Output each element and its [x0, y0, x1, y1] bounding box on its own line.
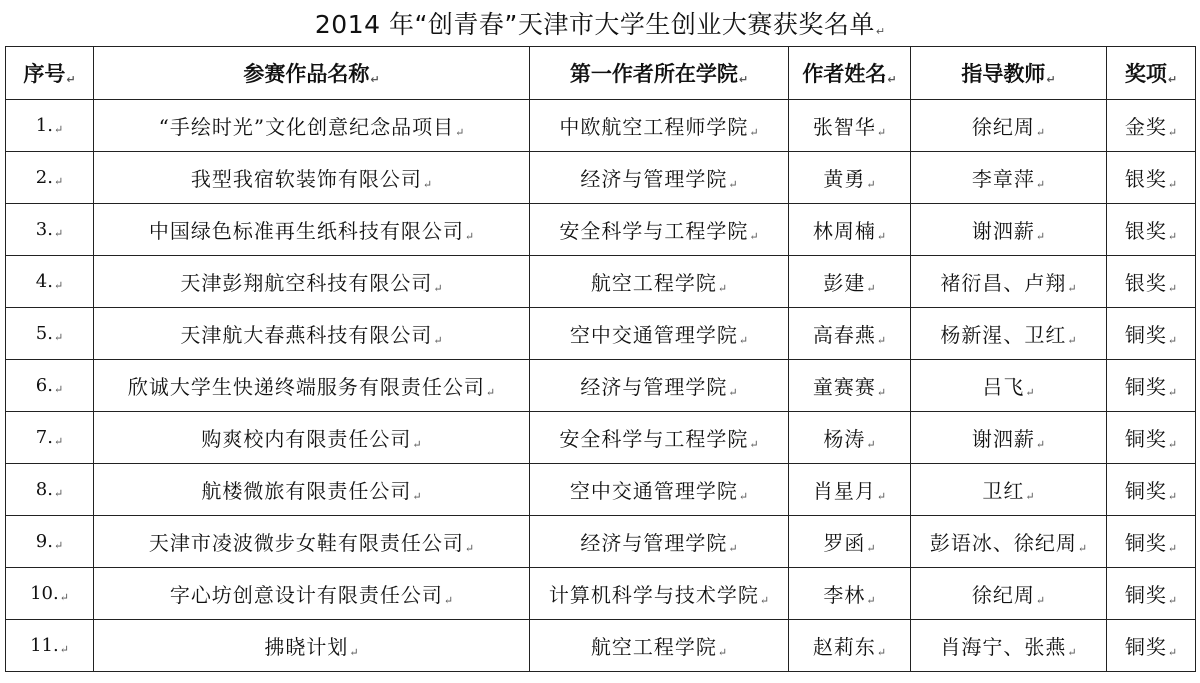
- cell-index: [6, 256, 94, 308]
- paragraph-mark-icon: ↵: [53, 123, 64, 136]
- cell-text: 铜奖: [1124, 323, 1167, 347]
- table-row: [6, 568, 1196, 620]
- cell-project-name: [94, 620, 530, 672]
- paragraph-mark-icon: ↵: [738, 73, 749, 86]
- cell-text: 罗函: [823, 531, 866, 555]
- paragraph-mark-icon: ↵: [717, 282, 728, 295]
- cell-index: [6, 152, 94, 204]
- cell-project-name: [94, 152, 530, 204]
- cell-text: 银奖: [1124, 219, 1167, 243]
- cell-index: [6, 412, 94, 464]
- paragraph-mark-icon: ↵: [759, 594, 770, 607]
- table-row: [6, 256, 1196, 308]
- cell-text: 银奖: [1124, 167, 1167, 191]
- paragraph-mark-icon: ↵: [1167, 594, 1178, 607]
- paragraph-mark-icon: ↵: [1035, 126, 1046, 139]
- cell-advisor: [911, 152, 1107, 204]
- cell-author: [789, 412, 911, 464]
- cell-text: 铜奖: [1124, 375, 1167, 399]
- cell-text: 8.: [35, 479, 53, 500]
- table-row: [6, 412, 1196, 464]
- cell-index: [6, 464, 94, 516]
- paragraph-mark-icon: ↵: [866, 282, 876, 295]
- cell-project-name: [94, 204, 530, 256]
- cell-award: [1107, 464, 1196, 516]
- cell-index: [6, 308, 94, 360]
- col-header-index: [6, 47, 94, 100]
- paragraph-mark-icon: ↵: [866, 438, 876, 451]
- cell-index: [6, 620, 94, 672]
- paragraph-mark-icon: ↵: [1025, 490, 1035, 503]
- paragraph-mark-icon: ↵: [1167, 438, 1178, 451]
- cell-text: 经济与管理学院: [580, 531, 728, 555]
- cell-college: [530, 256, 789, 308]
- cell-text: 杨涛: [823, 427, 866, 451]
- cell-text: 1.: [35, 115, 53, 136]
- cell-text: 购爽校内有限责任公司: [201, 427, 412, 451]
- cell-text: 拂晓计划: [264, 635, 349, 659]
- cell-text: 李章萍: [971, 167, 1035, 191]
- paragraph-mark-icon: ↵: [455, 126, 465, 139]
- column-header-label: 序号: [23, 62, 66, 86]
- cell-text: 航空工程学院: [590, 271, 717, 295]
- cell-text: 天津彭翔航空科技有限公司: [180, 271, 433, 295]
- paragraph-mark-icon: ↵: [412, 438, 422, 451]
- col-header-college: [530, 47, 789, 100]
- paragraph-mark-icon: ↵: [1167, 542, 1178, 555]
- paragraph-mark-icon: ↵: [66, 73, 76, 86]
- paragraph-mark-icon: ↵: [433, 334, 443, 347]
- table-row: [6, 204, 1196, 256]
- table-row: [6, 620, 1196, 672]
- paragraph-mark-icon: ↵: [1035, 178, 1046, 191]
- cell-text: 安全科学与工程学院: [559, 219, 749, 243]
- paragraph-mark-icon: ↵: [876, 126, 887, 139]
- cell-text: 黄勇: [823, 167, 866, 191]
- col-header-author: [789, 47, 911, 100]
- paragraph-mark-icon: ↵: [433, 282, 443, 295]
- paragraph-mark-icon: ↵: [53, 279, 64, 292]
- column-header-label: 奖项: [1124, 62, 1167, 86]
- table-row: [6, 360, 1196, 412]
- cell-author: [789, 360, 911, 412]
- paragraph-mark-icon: ↵: [1167, 126, 1178, 139]
- paragraph-mark-icon: ↵: [1067, 646, 1077, 659]
- table-body: [6, 100, 1196, 672]
- cell-text: 中国绿色标准再生纸科技有限公司: [148, 219, 464, 243]
- paragraph-mark-icon: ↵: [728, 542, 738, 555]
- cell-text: 空中交通管理学院: [569, 479, 738, 503]
- document-title-text: 2014 年“创青春”天津市大学生创业大赛获奖名单: [314, 10, 875, 39]
- cell-award: [1107, 620, 1196, 672]
- cell-project-name: [94, 568, 530, 620]
- col-header-advisor: [911, 47, 1107, 100]
- col-header-award: [1107, 47, 1196, 100]
- paragraph-mark-icon: ↵: [1167, 646, 1178, 659]
- cell-text: 童赛赛: [812, 375, 876, 399]
- paragraph-mark-icon: ↵: [728, 386, 738, 399]
- cell-text: 卫红: [982, 479, 1025, 503]
- cell-advisor: [911, 360, 1107, 412]
- cell-author: [789, 464, 911, 516]
- cell-index: [6, 568, 94, 620]
- column-header-label: 参赛作品名称: [243, 62, 370, 86]
- table-header-row: [6, 47, 1196, 100]
- paragraph-mark-icon: ↵: [412, 490, 422, 503]
- table-row: [6, 464, 1196, 516]
- cell-award: [1107, 308, 1196, 360]
- paragraph-mark-icon: ↵: [1167, 386, 1178, 399]
- cell-college: [530, 464, 789, 516]
- cell-text: 空中交通管理学院: [569, 323, 738, 347]
- cell-college: [530, 360, 789, 412]
- cell-author: [789, 308, 911, 360]
- cell-text: 5.: [35, 323, 53, 344]
- paragraph-mark-icon: ↵: [59, 643, 69, 656]
- cell-award: [1107, 360, 1196, 412]
- cell-text: 我型我宿软装饰有限公司: [190, 167, 422, 191]
- paragraph-mark-icon: ↵: [1077, 542, 1088, 555]
- cell-project-name: [94, 516, 530, 568]
- paragraph-mark-icon: ↵: [876, 334, 887, 347]
- column-header-label: 第一作者所在学院: [569, 62, 738, 86]
- cell-college: [530, 620, 789, 672]
- cell-award: [1107, 568, 1196, 620]
- paragraph-mark-icon: ↵: [866, 542, 876, 555]
- cell-advisor: [911, 308, 1107, 360]
- cell-text: 6.: [35, 375, 53, 396]
- cell-award: [1107, 100, 1196, 152]
- cell-project-name: [94, 412, 530, 464]
- paragraph-mark-icon: ↵: [1025, 386, 1035, 399]
- cell-text: 肖星月: [812, 479, 876, 503]
- cell-advisor: [911, 204, 1107, 256]
- cell-text: 7.: [35, 427, 53, 448]
- cell-text: 徐纪周: [971, 583, 1035, 607]
- cell-project-name: [94, 464, 530, 516]
- paragraph-mark-icon: ↵: [1167, 73, 1178, 86]
- paragraph-mark-icon: ↵: [728, 178, 738, 191]
- paragraph-mark-icon: ↵: [1035, 230, 1046, 243]
- paragraph-mark-icon: ↵: [1167, 282, 1178, 295]
- paragraph-mark-icon: ↵: [876, 646, 887, 659]
- paragraph-mark-icon: ↵: [1035, 594, 1046, 607]
- paragraph-mark-icon: ↵: [738, 490, 749, 503]
- paragraph-mark-icon: ↵: [1067, 282, 1077, 295]
- cell-text: 经济与管理学院: [580, 375, 728, 399]
- cell-college: [530, 516, 789, 568]
- cell-text: 铜奖: [1124, 635, 1167, 659]
- paragraph-mark-icon: ↵: [749, 126, 759, 139]
- paragraph-mark-icon: ↵: [876, 230, 887, 243]
- cell-text: 中欧航空工程师学院: [559, 115, 749, 139]
- paragraph-mark-icon: ↵: [749, 230, 759, 243]
- cell-index: [6, 516, 94, 568]
- paragraph-mark-icon: ↵: [349, 646, 359, 659]
- cell-text: 金奖: [1124, 115, 1167, 139]
- cell-text: 铜奖: [1124, 531, 1167, 555]
- paragraph-mark-icon: ↵: [370, 73, 380, 86]
- cell-college: [530, 568, 789, 620]
- paragraph-mark-icon: ↵: [485, 386, 496, 399]
- paragraph-mark-icon: ↵: [59, 591, 69, 604]
- cell-award: [1107, 412, 1196, 464]
- table-row: [6, 516, 1196, 568]
- cell-author: [789, 100, 911, 152]
- cell-text: 谢泗薪: [971, 427, 1035, 451]
- paragraph-mark-icon: ↵: [464, 230, 475, 243]
- paragraph-mark-icon: ↵: [53, 227, 64, 240]
- paragraph-mark-icon: ↵: [422, 178, 433, 191]
- cell-text: 肖海宁、张燕: [940, 635, 1067, 659]
- cell-text: 银奖: [1124, 271, 1167, 295]
- cell-award: [1107, 204, 1196, 256]
- cell-award: [1107, 256, 1196, 308]
- cell-text: 天津市凌波微步女鞋有限责任公司: [148, 531, 464, 555]
- cell-text: 高春燕: [812, 323, 876, 347]
- paragraph-mark-icon: ↵: [53, 331, 64, 344]
- cell-text: 杨新湦、卫红: [940, 323, 1067, 347]
- cell-text: 铜奖: [1124, 479, 1167, 503]
- cell-text: 9.: [35, 531, 53, 552]
- cell-college: [530, 204, 789, 256]
- paragraph-mark-icon: ↵: [1167, 334, 1178, 347]
- awards-table: [5, 46, 1196, 672]
- paragraph-mark-icon: ↵: [717, 646, 728, 659]
- cell-advisor: [911, 620, 1107, 672]
- paragraph-mark-icon: ↵: [53, 435, 64, 448]
- table-row: [6, 152, 1196, 204]
- cell-text: 林周楠: [812, 219, 876, 243]
- cell-advisor: [911, 516, 1107, 568]
- document-title: [0, 6, 1200, 44]
- cell-author: [789, 152, 911, 204]
- cell-text: 天津航大春燕科技有限公司: [180, 323, 433, 347]
- paragraph-mark-icon: ↵: [1167, 178, 1178, 191]
- cell-advisor: [911, 412, 1107, 464]
- paragraph-mark-icon: ↵: [866, 178, 876, 191]
- cell-text: 航楼微旅有限责任公司: [201, 479, 412, 503]
- paragraph-mark-icon: ↵: [887, 73, 897, 86]
- paragraph-mark-icon: ↵: [876, 490, 887, 503]
- table-row: [6, 308, 1196, 360]
- cell-text: 铜奖: [1124, 427, 1167, 451]
- cell-text: 4.: [35, 271, 53, 292]
- cell-index: [6, 204, 94, 256]
- cell-text: 航空工程学院: [590, 635, 717, 659]
- cell-text: 2.: [35, 167, 53, 188]
- col-header-project: [94, 47, 530, 100]
- cell-text: 铜奖: [1124, 583, 1167, 607]
- cell-text: 李林: [823, 583, 866, 607]
- paragraph-mark-icon: ↵: [53, 487, 64, 500]
- cell-text: 安全科学与工程学院: [559, 427, 749, 451]
- cell-text: 11.: [30, 635, 59, 656]
- cell-advisor: [911, 464, 1107, 516]
- cell-text: 计算机科学与技术学院: [548, 583, 759, 607]
- paragraph-mark-icon: ↵: [1035, 438, 1046, 451]
- paragraph-mark-icon: ↵: [1167, 490, 1178, 503]
- cell-text: 3.: [35, 219, 53, 240]
- paragraph-mark-icon: ↵: [464, 542, 475, 555]
- cell-index: [6, 360, 94, 412]
- paragraph-mark-icon: ↵: [1067, 334, 1077, 347]
- cell-text: 褚衍昌、卢翔: [940, 271, 1067, 295]
- paragraph-mark-icon: ↵: [875, 25, 886, 38]
- paragraph-mark-icon: ↵: [53, 175, 64, 188]
- cell-project-name: [94, 308, 530, 360]
- cell-text: “手绘时光”文化创意纪念品项目: [158, 115, 455, 139]
- cell-text: 张智华: [812, 115, 876, 139]
- paragraph-mark-icon: ↵: [876, 386, 887, 399]
- cell-text: 徐纪周: [971, 115, 1035, 139]
- cell-author: [789, 620, 911, 672]
- cell-text: 10.: [30, 583, 59, 604]
- cell-author: [789, 204, 911, 256]
- cell-college: [530, 308, 789, 360]
- cell-index: [6, 100, 94, 152]
- table-row: [6, 100, 1196, 152]
- paragraph-mark-icon: ↵: [53, 539, 64, 552]
- cell-author: [789, 256, 911, 308]
- cell-advisor: [911, 256, 1107, 308]
- cell-award: [1107, 516, 1196, 568]
- cell-advisor: [911, 100, 1107, 152]
- cell-project-name: [94, 360, 530, 412]
- cell-project-name: [94, 256, 530, 308]
- paragraph-mark-icon: ↵: [749, 438, 759, 451]
- paragraph-mark-icon: ↵: [1167, 230, 1178, 243]
- cell-text: 吕飞: [982, 375, 1025, 399]
- cell-text: 谢泗薪: [971, 219, 1035, 243]
- paragraph-mark-icon: ↵: [443, 594, 454, 607]
- cell-project-name: [94, 100, 530, 152]
- cell-college: [530, 412, 789, 464]
- paragraph-mark-icon: ↵: [1046, 73, 1056, 86]
- cell-text: 赵莉东: [812, 635, 876, 659]
- paragraph-mark-icon: ↵: [738, 334, 749, 347]
- cell-college: [530, 152, 789, 204]
- cell-advisor: [911, 568, 1107, 620]
- cell-text: 彭建: [823, 271, 866, 295]
- cell-author: [789, 568, 911, 620]
- cell-text: 字心坊创意设计有限责任公司: [169, 583, 443, 607]
- cell-text: 欣诚大学生快递终端服务有限责任公司: [127, 375, 485, 399]
- cell-text: 经济与管理学院: [580, 167, 728, 191]
- cell-college: [530, 100, 789, 152]
- cell-award: [1107, 152, 1196, 204]
- paragraph-mark-icon: ↵: [866, 594, 876, 607]
- paragraph-mark-icon: ↵: [53, 383, 64, 396]
- cell-author: [789, 516, 911, 568]
- column-header-label: 指导教师: [961, 62, 1046, 86]
- cell-text: 彭语冰、徐纪周: [929, 531, 1077, 555]
- column-header-label: 作者姓名: [802, 62, 887, 86]
